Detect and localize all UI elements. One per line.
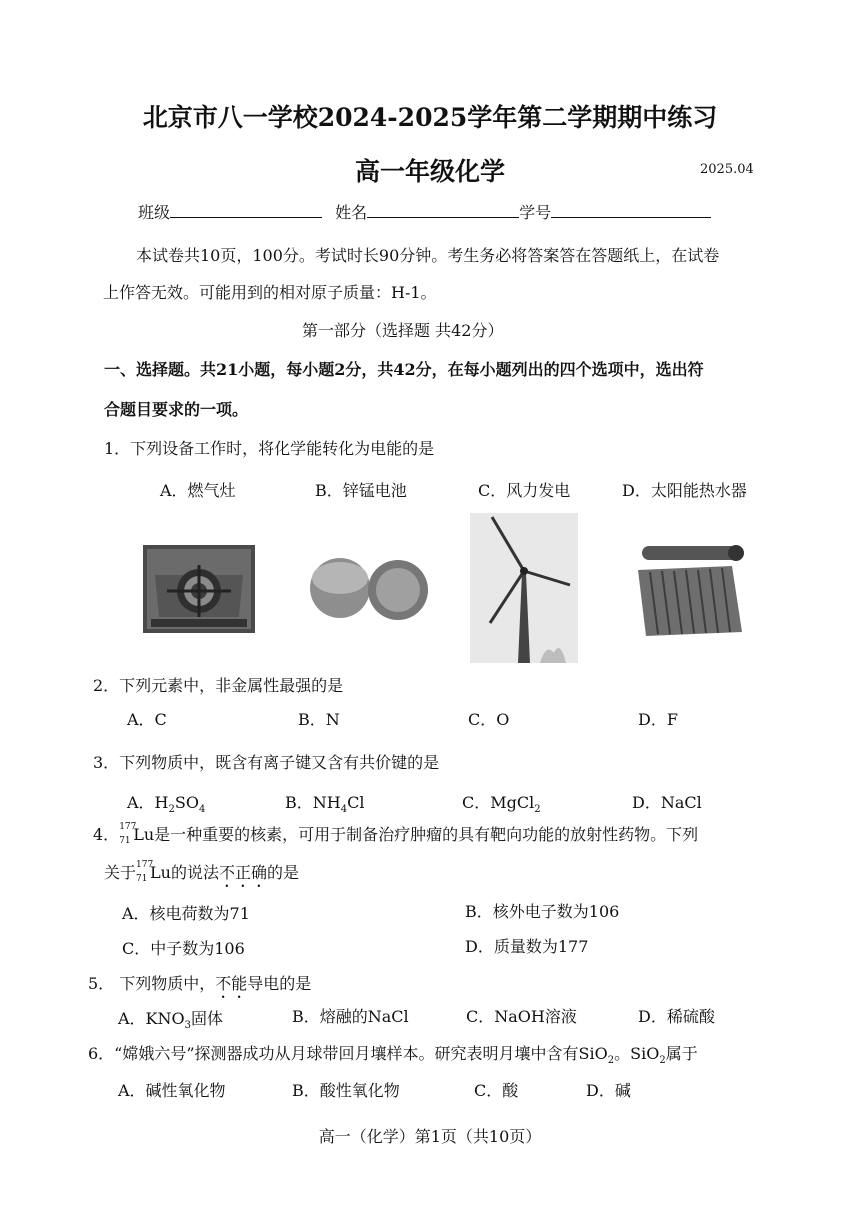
q4-option-b: B．核外电子数为106 (465, 902, 620, 921)
q5-option-a: A．$KNO_3$固体 (118, 1009, 224, 1032)
wind-turbine-image (470, 513, 578, 663)
id-blank (551, 203, 711, 218)
q6-option-c: C．酸 (474, 1081, 519, 1100)
q1-option-d: D．太阳能热水器 (622, 481, 747, 500)
part1-heading: 第一部分（选择题 共42分） (302, 321, 504, 340)
section-line2: 合题目要求的一项。 (104, 400, 249, 419)
solar-water-heater-image (632, 540, 752, 640)
gas-stove-image (143, 545, 255, 633)
q5-option-b: B．熔融的NaCl (292, 1007, 409, 1026)
q4-stem-line2: 关于 177 71 Lu的说法不正确的是 (104, 859, 299, 884)
q1-stem: 1．下列设备工作时，将化学能转化为电能的是 (104, 439, 435, 458)
emphasis-cannot: 不能 (215, 974, 248, 993)
q2-option-d: D．F (638, 710, 678, 729)
q2-option-b: B．N (298, 710, 340, 729)
name-blank (367, 203, 519, 218)
instructions-line2: 上作答无效。可能用到的相对原子质量：H-1。 (103, 283, 437, 302)
info-line (138, 200, 711, 223)
name-label: 姓名 (335, 203, 368, 222)
nuclide-notation: 177 71 (119, 821, 137, 846)
instructions-line1: 本试卷共10页，100分。考试时长90分钟。考生务必将答案答在答题纸上，在试卷 (136, 246, 720, 265)
q4-option-a: A．核电荷数为71 (122, 904, 250, 923)
q3-stem: 3．下列物质中，既含有离子键又含有共价键的是 (93, 753, 440, 772)
exam-title: 北京市八一学校2024-2025学年第二学期期中练习 (142, 103, 718, 132)
q3-option-d: D．NaCl (632, 793, 702, 812)
q5-option-c: C．NaOH溶液 (466, 1007, 577, 1026)
q2-stem: 2．下列元素中，非金属性最强的是 (93, 676, 344, 695)
class-label: 班级 (138, 203, 171, 222)
exam-date: 2025.04 (700, 162, 754, 177)
q4-option-c: C．中子数为106 (122, 939, 245, 958)
q3-option-b: B．$NH_4Cl$ (285, 793, 365, 816)
q4-option-d: D．质量数为177 (465, 937, 589, 956)
q2-option-a: A．C (127, 710, 167, 729)
section-line1: 一、选择题。共21小题，每小题2分，共42分，在每小题列出的四个选项中，选出符 (104, 360, 704, 379)
q4-stem-line1: 4． 177 71 Lu是一种重要的核素，可用于制备治疗肿瘤的具有靶向功能的放射性药物。下列 (93, 821, 699, 846)
q3-option-a: A．$H_2SO_4$ (127, 793, 206, 816)
q3-option-c: C．MgCl$_2$ (462, 793, 541, 816)
exam-subtitle: 高一年级化学 (354, 157, 505, 186)
q1-option-a: A．燃气灶 (160, 481, 236, 500)
q6-stem: 6．“嫦娥六号”探测器成功从月球带回月壤样本。研究表明月壤中含有SiO$_2$。SiO$_2$属于 (88, 1044, 698, 1067)
q6-option-b: B．酸性氧化物 (292, 1081, 400, 1100)
q2-option-c: C．O (468, 710, 510, 729)
q1-option-b: B．锌锰电池 (315, 481, 407, 500)
q1-option-c: C．风力发电 (478, 481, 571, 500)
q5-option-d: D．稀硫酸 (638, 1007, 715, 1026)
q6-option-d: D．碱 (586, 1081, 631, 1100)
q5-stem: 5． 下列物质中，不能导电的是 (88, 974, 312, 993)
page-footer: 高一（化学）第1页（共10页） (318, 1127, 542, 1146)
id-label: 学号 (519, 203, 552, 222)
class-blank (170, 203, 322, 218)
zinc-manganese-battery-image (295, 548, 435, 628)
emphasis-not-correct: 不正确 (218, 863, 267, 882)
q6-option-a: A．碱性氧化物 (118, 1081, 226, 1100)
